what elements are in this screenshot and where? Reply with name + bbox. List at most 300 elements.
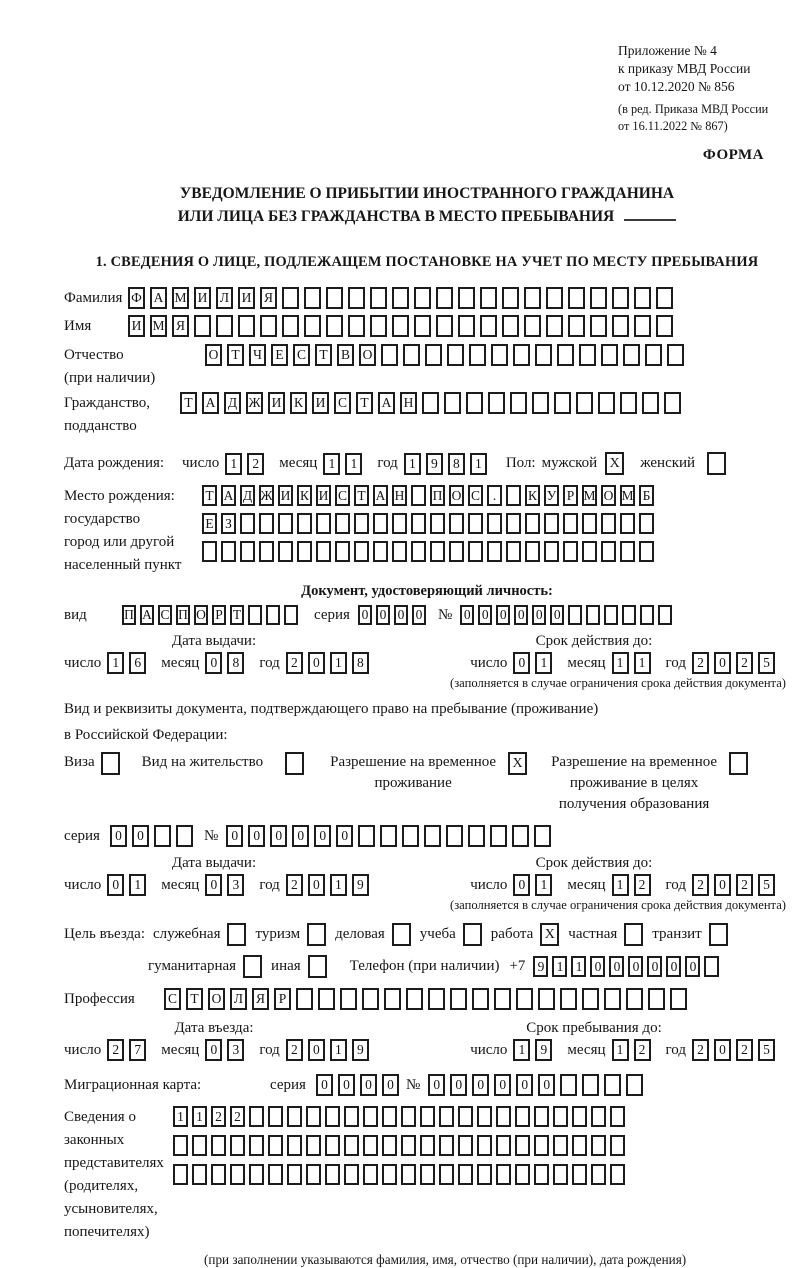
char-cell[interactable] [325, 1135, 340, 1156]
char-cell[interactable] [326, 315, 343, 337]
char-cell[interactable] [658, 605, 672, 625]
char-cell[interactable]: 3 [227, 874, 244, 896]
char-cell[interactable] [439, 1164, 454, 1185]
char-cell[interactable] [506, 541, 521, 562]
char-cell[interactable] [568, 605, 582, 625]
char-cell[interactable] [316, 541, 331, 562]
char-cell[interactable] [260, 315, 277, 337]
char-cell[interactable] [282, 287, 299, 309]
char-cell[interactable]: 1 [612, 1039, 629, 1061]
char-cell[interactable]: А [140, 605, 154, 625]
char-cell[interactable]: Д [224, 392, 241, 414]
char-cell[interactable] [604, 1074, 621, 1096]
char-cell[interactable] [515, 1135, 530, 1156]
char-cell[interactable]: С [158, 605, 172, 625]
char-cell[interactable]: Р [563, 485, 578, 506]
char-cell[interactable]: Т [230, 605, 244, 625]
char-cell[interactable]: 1 [513, 1039, 530, 1061]
char-cell[interactable]: 2 [692, 1039, 709, 1061]
char-cell[interactable]: Т [180, 392, 197, 414]
char-cell[interactable] [534, 1164, 549, 1185]
char-cell[interactable]: Я [172, 315, 189, 337]
char-cell[interactable] [516, 988, 533, 1010]
char-cell[interactable]: Л [230, 988, 247, 1010]
char-cell[interactable] [591, 1106, 606, 1127]
char-cell[interactable] [535, 344, 552, 366]
char-cell[interactable] [480, 287, 497, 309]
char-cell[interactable] [238, 315, 255, 337]
char-cell[interactable]: 1 [535, 874, 552, 896]
char-cell[interactable] [392, 315, 409, 337]
char-cell[interactable]: Т [315, 344, 332, 366]
char-cell[interactable]: 0 [609, 956, 624, 977]
char-cell[interactable]: Т [227, 344, 244, 366]
char-cell[interactable]: 0 [685, 956, 700, 977]
char-cell[interactable]: 2 [692, 652, 709, 674]
char-cell[interactable]: С [164, 988, 181, 1010]
char-cell[interactable] [318, 988, 335, 1010]
char-cell[interactable]: 1 [330, 652, 347, 674]
char-cell[interactable] [326, 287, 343, 309]
char-cell[interactable]: 0 [450, 1074, 467, 1096]
char-cell[interactable] [449, 513, 464, 534]
char-cell[interactable] [582, 1074, 599, 1096]
char-cell[interactable]: 1 [107, 652, 124, 674]
char-cell[interactable]: 0 [428, 1074, 445, 1096]
char-cell[interactable]: М [150, 315, 167, 337]
char-cell[interactable] [325, 1106, 340, 1127]
char-cell[interactable] [240, 513, 255, 534]
char-cell[interactable] [362, 988, 379, 1010]
char-cell[interactable] [560, 988, 577, 1010]
char-cell[interactable]: 3 [227, 1039, 244, 1061]
char-cell[interactable]: С [468, 485, 483, 506]
char-cell[interactable] [579, 344, 596, 366]
char-cell[interactable] [458, 1135, 473, 1156]
char-cell[interactable] [316, 513, 331, 534]
char-cell[interactable]: 0 [590, 956, 605, 977]
char-cell[interactable] [401, 1106, 416, 1127]
char-cell[interactable]: 0 [412, 605, 426, 625]
char-cell[interactable]: 1 [323, 453, 340, 475]
char-cell[interactable] [373, 513, 388, 534]
char-cell[interactable]: 0 [513, 874, 530, 896]
char-cell[interactable] [538, 988, 555, 1010]
char-cell[interactable] [363, 1106, 378, 1127]
char-cell[interactable]: И [312, 392, 329, 414]
char-cell[interactable] [358, 825, 375, 847]
char-cell[interactable] [458, 1106, 473, 1127]
char-cell[interactable]: Б [639, 485, 654, 506]
char-cell[interactable]: А [221, 485, 236, 506]
char-cell[interactable]: В [337, 344, 354, 366]
purpose-checkbox[interactable] [243, 955, 262, 978]
char-cell[interactable] [506, 513, 521, 534]
char-cell[interactable] [401, 1164, 416, 1185]
char-cell[interactable] [414, 315, 431, 337]
temp-permit-checkbox[interactable]: X [508, 752, 527, 775]
char-cell[interactable] [401, 1135, 416, 1156]
char-cell[interactable] [525, 541, 540, 562]
char-cell[interactable] [259, 513, 274, 534]
char-cell[interactable] [194, 315, 211, 337]
char-cell[interactable] [420, 1135, 435, 1156]
char-cell[interactable] [304, 287, 321, 309]
char-cell[interactable] [406, 988, 423, 1010]
char-cell[interactable] [598, 392, 615, 414]
char-cell[interactable] [268, 1135, 283, 1156]
char-cell[interactable] [230, 1135, 245, 1156]
char-cell[interactable] [430, 541, 445, 562]
char-cell[interactable]: О [205, 344, 222, 366]
char-cell[interactable] [524, 315, 541, 337]
char-cell[interactable] [436, 287, 453, 309]
char-cell[interactable] [230, 1164, 245, 1185]
char-cell[interactable]: 1 [612, 874, 629, 896]
char-cell[interactable]: 2 [736, 652, 753, 674]
char-cell[interactable]: 0 [532, 605, 546, 625]
char-cell[interactable] [287, 1135, 302, 1156]
char-cell[interactable] [354, 541, 369, 562]
char-cell[interactable]: 2 [634, 874, 651, 896]
char-cell[interactable]: 1 [552, 956, 567, 977]
char-cell[interactable] [192, 1164, 207, 1185]
char-cell[interactable] [422, 392, 439, 414]
char-cell[interactable] [411, 513, 426, 534]
char-cell[interactable] [626, 1074, 643, 1096]
char-cell[interactable]: 0 [292, 825, 309, 847]
char-cell[interactable]: Ф [128, 287, 145, 309]
char-cell[interactable]: 2 [107, 1039, 124, 1061]
char-cell[interactable]: 0 [248, 825, 265, 847]
char-cell[interactable]: 0 [714, 874, 731, 896]
char-cell[interactable] [515, 1106, 530, 1127]
char-cell[interactable] [534, 1135, 549, 1156]
char-cell[interactable]: 1 [535, 652, 552, 674]
char-cell[interactable]: И [128, 315, 145, 337]
char-cell[interactable] [420, 1164, 435, 1185]
char-cell[interactable] [468, 513, 483, 534]
char-cell[interactable] [626, 988, 643, 1010]
char-cell[interactable] [282, 315, 299, 337]
char-cell[interactable]: С [335, 485, 350, 506]
char-cell[interactable] [534, 825, 551, 847]
char-cell[interactable] [428, 988, 445, 1010]
char-cell[interactable] [534, 1106, 549, 1127]
char-cell[interactable] [392, 287, 409, 309]
char-cell[interactable] [582, 988, 599, 1010]
char-cell[interactable] [287, 1164, 302, 1185]
purpose-checkbox[interactable] [709, 923, 728, 946]
char-cell[interactable]: 1 [330, 1039, 347, 1061]
char-cell[interactable] [211, 1164, 226, 1185]
char-cell[interactable] [469, 344, 486, 366]
char-cell[interactable]: 9 [352, 1039, 369, 1061]
char-cell[interactable] [468, 541, 483, 562]
char-cell[interactable]: И [238, 287, 255, 309]
char-cell[interactable]: 1 [470, 453, 487, 475]
char-cell[interactable]: 1 [404, 453, 421, 475]
char-cell[interactable] [502, 315, 519, 337]
char-cell[interactable] [604, 605, 618, 625]
char-cell[interactable] [436, 315, 453, 337]
char-cell[interactable] [458, 315, 475, 337]
char-cell[interactable]: 2 [286, 652, 303, 674]
char-cell[interactable] [640, 605, 654, 625]
char-cell[interactable] [430, 513, 445, 534]
char-cell[interactable]: О [208, 988, 225, 1010]
char-cell[interactable] [216, 315, 233, 337]
char-cell[interactable] [524, 287, 541, 309]
char-cell[interactable] [590, 287, 607, 309]
char-cell[interactable]: М [620, 485, 635, 506]
char-cell[interactable] [335, 513, 350, 534]
char-cell[interactable]: 0 [132, 825, 149, 847]
char-cell[interactable]: 2 [692, 874, 709, 896]
char-cell[interactable]: 1 [129, 874, 146, 896]
char-cell[interactable] [449, 541, 464, 562]
char-cell[interactable] [502, 287, 519, 309]
char-cell[interactable] [704, 956, 719, 977]
char-cell[interactable] [306, 1135, 321, 1156]
char-cell[interactable]: 1 [634, 652, 651, 674]
char-cell[interactable]: 8 [352, 652, 369, 674]
char-cell[interactable] [612, 287, 629, 309]
char-cell[interactable] [488, 392, 505, 414]
char-cell[interactable] [154, 825, 171, 847]
char-cell[interactable] [656, 287, 673, 309]
char-cell[interactable]: 7 [129, 1039, 146, 1061]
char-cell[interactable] [466, 392, 483, 414]
char-cell[interactable]: 0 [628, 956, 643, 977]
char-cell[interactable] [202, 541, 217, 562]
char-cell[interactable]: 0 [110, 825, 127, 847]
char-cell[interactable]: 2 [634, 1039, 651, 1061]
char-cell[interactable] [439, 1106, 454, 1127]
char-cell[interactable] [259, 541, 274, 562]
char-cell[interactable]: 5 [758, 874, 775, 896]
char-cell[interactable] [268, 1106, 283, 1127]
char-cell[interactable]: А [378, 392, 395, 414]
char-cell[interactable] [601, 513, 616, 534]
char-cell[interactable] [634, 315, 651, 337]
char-cell[interactable]: П [122, 605, 136, 625]
char-cell[interactable] [494, 988, 511, 1010]
char-cell[interactable]: 0 [308, 1039, 325, 1061]
char-cell[interactable] [639, 541, 654, 562]
char-cell[interactable]: 0 [270, 825, 287, 847]
char-cell[interactable] [411, 541, 426, 562]
char-cell[interactable]: 0 [494, 1074, 511, 1096]
char-cell[interactable] [268, 1164, 283, 1185]
char-cell[interactable] [645, 344, 662, 366]
char-cell[interactable] [344, 1135, 359, 1156]
char-cell[interactable] [411, 485, 426, 506]
char-cell[interactable] [425, 344, 442, 366]
char-cell[interactable]: 0 [472, 1074, 489, 1096]
char-cell[interactable] [392, 541, 407, 562]
char-cell[interactable] [487, 541, 502, 562]
char-cell[interactable]: Ч [249, 344, 266, 366]
char-cell[interactable]: 5 [758, 1039, 775, 1061]
char-cell[interactable] [642, 392, 659, 414]
char-cell[interactable] [266, 605, 280, 625]
char-cell[interactable]: 1 [173, 1106, 188, 1127]
char-cell[interactable]: Е [271, 344, 288, 366]
char-cell[interactable] [447, 344, 464, 366]
char-cell[interactable]: 0 [550, 605, 564, 625]
purpose-checkbox[interactable] [463, 923, 482, 946]
char-cell[interactable] [211, 1135, 226, 1156]
char-cell[interactable]: И [268, 392, 285, 414]
residence-permit-checkbox[interactable] [285, 752, 304, 775]
char-cell[interactable] [513, 344, 530, 366]
char-cell[interactable] [560, 1074, 577, 1096]
char-cell[interactable] [477, 1135, 492, 1156]
char-cell[interactable] [664, 392, 681, 414]
char-cell[interactable] [553, 1106, 568, 1127]
char-cell[interactable] [446, 825, 463, 847]
char-cell[interactable]: 1 [192, 1106, 207, 1127]
char-cell[interactable]: 1 [612, 652, 629, 674]
char-cell[interactable]: 0 [358, 605, 372, 625]
char-cell[interactable]: 0 [205, 874, 222, 896]
char-cell[interactable] [667, 344, 684, 366]
char-cell[interactable] [384, 988, 401, 1010]
purpose-checkbox[interactable] [307, 923, 326, 946]
char-cell[interactable]: И [278, 485, 293, 506]
char-cell[interactable] [306, 1106, 321, 1127]
char-cell[interactable]: 1 [345, 453, 362, 475]
purpose-checkbox[interactable] [227, 923, 246, 946]
char-cell[interactable] [472, 988, 489, 1010]
char-cell[interactable]: 0 [513, 652, 530, 674]
char-cell[interactable]: П [176, 605, 190, 625]
char-cell[interactable]: 9 [426, 453, 443, 475]
char-cell[interactable] [557, 344, 574, 366]
char-cell[interactable]: 0 [666, 956, 681, 977]
char-cell[interactable]: 1 [571, 956, 586, 977]
char-cell[interactable] [306, 1164, 321, 1185]
char-cell[interactable] [380, 825, 397, 847]
char-cell[interactable] [568, 287, 585, 309]
char-cell[interactable] [414, 287, 431, 309]
char-cell[interactable] [512, 825, 529, 847]
char-cell[interactable]: О [194, 605, 208, 625]
char-cell[interactable] [610, 1106, 625, 1127]
char-cell[interactable] [325, 1164, 340, 1185]
temp-permit-edu-checkbox[interactable] [729, 752, 748, 775]
char-cell[interactable]: 0 [316, 1074, 333, 1096]
char-cell[interactable]: 0 [496, 605, 510, 625]
char-cell[interactable] [382, 1164, 397, 1185]
char-cell[interactable]: О [449, 485, 464, 506]
char-cell[interactable] [296, 988, 313, 1010]
char-cell[interactable] [620, 541, 635, 562]
char-cell[interactable] [532, 392, 549, 414]
char-cell[interactable] [604, 988, 621, 1010]
char-cell[interactable]: 0 [107, 874, 124, 896]
char-cell[interactable]: 0 [714, 1039, 731, 1061]
char-cell[interactable] [439, 1135, 454, 1156]
char-cell[interactable]: А [202, 392, 219, 414]
char-cell[interactable] [590, 315, 607, 337]
char-cell[interactable] [477, 1164, 492, 1185]
char-cell[interactable]: Д [240, 485, 255, 506]
char-cell[interactable] [572, 1135, 587, 1156]
char-cell[interactable] [344, 1106, 359, 1127]
char-cell[interactable]: Е [202, 513, 217, 534]
char-cell[interactable] [639, 513, 654, 534]
char-cell[interactable]: 0 [714, 652, 731, 674]
char-cell[interactable]: Р [212, 605, 226, 625]
char-cell[interactable] [173, 1135, 188, 1156]
char-cell[interactable] [249, 1164, 264, 1185]
char-cell[interactable]: У [544, 485, 559, 506]
char-cell[interactable]: 9 [533, 956, 548, 977]
char-cell[interactable] [424, 825, 441, 847]
char-cell[interactable] [496, 1164, 511, 1185]
char-cell[interactable] [480, 315, 497, 337]
char-cell[interactable]: . [487, 485, 502, 506]
char-cell[interactable] [403, 344, 420, 366]
char-cell[interactable]: 9 [535, 1039, 552, 1061]
char-cell[interactable] [382, 1106, 397, 1127]
char-cell[interactable]: 0 [382, 1074, 399, 1096]
char-cell[interactable]: 1 [225, 453, 242, 475]
char-cell[interactable] [297, 513, 312, 534]
char-cell[interactable]: А [150, 287, 167, 309]
char-cell[interactable] [568, 315, 585, 337]
char-cell[interactable]: 2 [230, 1106, 245, 1127]
char-cell[interactable]: 0 [514, 605, 528, 625]
char-cell[interactable]: 0 [478, 605, 492, 625]
char-cell[interactable]: М [172, 287, 189, 309]
char-cell[interactable] [284, 605, 298, 625]
char-cell[interactable]: 0 [338, 1074, 355, 1096]
char-cell[interactable]: 8 [227, 652, 244, 674]
char-cell[interactable] [586, 605, 600, 625]
char-cell[interactable]: З [221, 513, 236, 534]
char-cell[interactable]: Н [400, 392, 417, 414]
char-cell[interactable] [601, 541, 616, 562]
char-cell[interactable]: 2 [211, 1106, 226, 1127]
char-cell[interactable]: 8 [448, 453, 465, 475]
char-cell[interactable] [634, 287, 651, 309]
char-cell[interactable] [287, 1106, 302, 1127]
char-cell[interactable] [622, 605, 636, 625]
char-cell[interactable]: 0 [205, 1039, 222, 1061]
char-cell[interactable] [510, 392, 527, 414]
char-cell[interactable] [370, 287, 387, 309]
char-cell[interactable] [477, 1106, 492, 1127]
purpose-checkbox[interactable] [392, 923, 411, 946]
char-cell[interactable] [546, 287, 563, 309]
visa-checkbox[interactable] [101, 752, 120, 775]
char-cell[interactable]: 0 [308, 874, 325, 896]
char-cell[interactable] [491, 344, 508, 366]
char-cell[interactable]: 0 [376, 605, 390, 625]
char-cell[interactable] [515, 1164, 530, 1185]
char-cell[interactable] [601, 344, 618, 366]
char-cell[interactable]: 2 [736, 1039, 753, 1061]
char-cell[interactable]: К [297, 485, 312, 506]
char-cell[interactable]: 0 [336, 825, 353, 847]
char-cell[interactable] [370, 315, 387, 337]
char-cell[interactable] [344, 1164, 359, 1185]
char-cell[interactable]: 0 [460, 605, 474, 625]
char-cell[interactable]: И [194, 287, 211, 309]
